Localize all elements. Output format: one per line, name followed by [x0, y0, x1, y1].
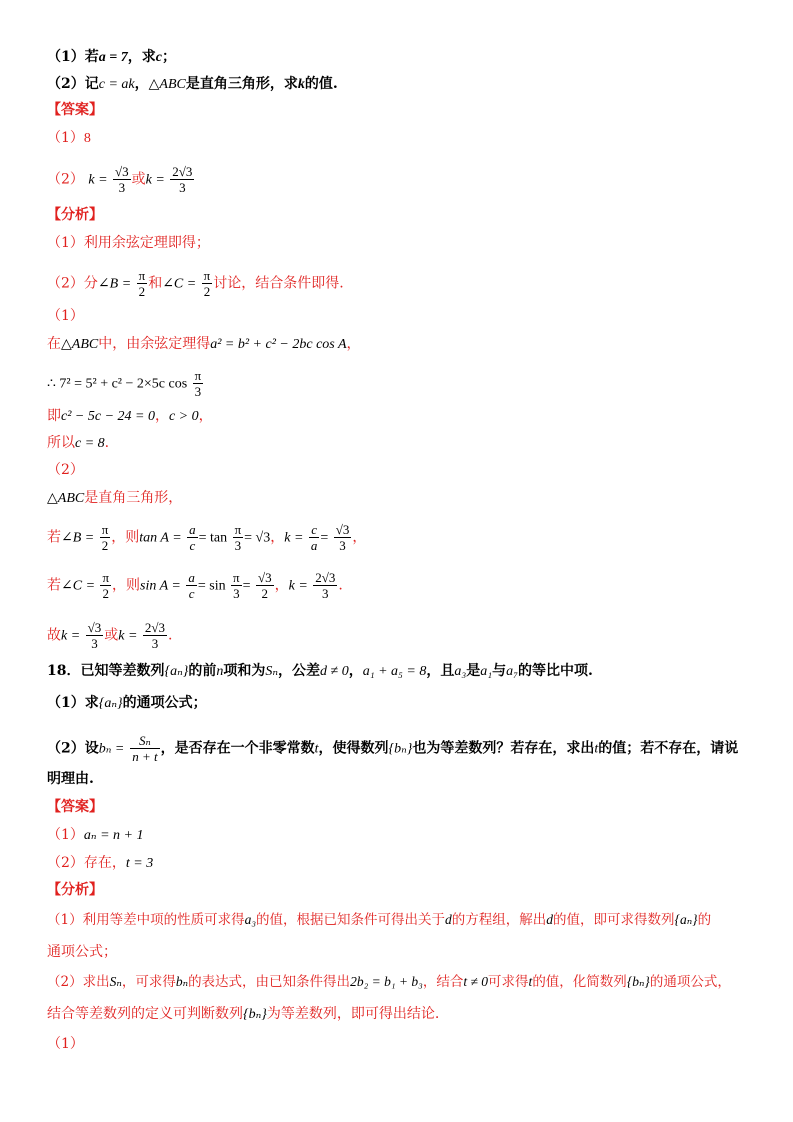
numerator: 2√3 [172, 164, 193, 179]
solution1-label: （1） [47, 308, 84, 324]
math: bₙ = [98, 741, 125, 757]
text: 的值，即可求得数列 [553, 912, 675, 928]
text: ，则 [112, 577, 141, 594]
math: c² − 5c − 24 = 0 [61, 409, 155, 424]
math: c = ak [98, 77, 135, 92]
text: ，是否存在一个非零常数 [160, 740, 315, 757]
part-label: （1） [47, 130, 84, 146]
math: d ≠ 0 [320, 664, 349, 679]
math: n [216, 664, 224, 679]
numerator: √3 [257, 570, 272, 585]
denominator: n + t [132, 749, 158, 764]
q18-analysis2-continued [47, 1004, 439, 1025]
text: ，公差 [278, 663, 321, 679]
text: 在 [47, 336, 61, 352]
text: ， [348, 663, 363, 679]
q18-part2 [47, 733, 738, 764]
numerator: 2√3 [315, 570, 336, 585]
text: 是 [466, 663, 481, 679]
solution1-line2 [47, 368, 204, 399]
text: 是直角三角形， [84, 490, 183, 506]
math: k [297, 77, 305, 92]
math: = tan [198, 530, 228, 546]
text: （2）分 [47, 275, 98, 292]
numerator: √3 [115, 164, 129, 179]
q18-analysis1 [47, 910, 711, 930]
math: ∠C = [162, 276, 197, 292]
solution1-line1 [47, 334, 361, 355]
fraction [187, 522, 198, 553]
text: 的通项公式； [122, 695, 207, 711]
math: k = [88, 172, 108, 188]
math: a = 7 [98, 50, 128, 65]
text: 若 [84, 49, 99, 65]
math: {aₙ} [164, 664, 189, 679]
numerator: π [101, 522, 109, 537]
q18-solution1-label: （1） [47, 1036, 84, 1052]
numerator: Sₙ [130, 733, 159, 749]
denominator: 2 [102, 586, 109, 601]
text: 求 [84, 695, 99, 711]
math: a₃ [454, 664, 467, 679]
math: t [528, 974, 533, 989]
fraction [313, 570, 337, 601]
text: ，结合 [422, 974, 464, 990]
fraction [334, 522, 352, 553]
text: 为等差数列，即可得出结论. [266, 1006, 440, 1022]
text: 的 [697, 912, 712, 928]
denominator: 3 [91, 636, 98, 651]
text: 的值，根据已知条件可得出关于 [256, 912, 446, 928]
denominator: 3 [234, 538, 242, 553]
fraction [86, 620, 104, 651]
math: ∠C = [61, 578, 96, 594]
solution2-line4 [47, 620, 172, 651]
math: a² = b² + c² − 2bc cos A [210, 337, 347, 352]
fraction [202, 268, 213, 299]
part-label: （2） [47, 76, 85, 92]
math: Sₙ [265, 664, 279, 679]
fraction [100, 522, 111, 553]
q18-part1 [47, 693, 207, 714]
denominator: 2 [261, 586, 269, 601]
denominator: a [310, 538, 318, 553]
q17-answer1 [47, 128, 91, 149]
solution2-line3 [47, 570, 343, 601]
text: 的值. [304, 76, 338, 92]
fraction [233, 522, 244, 553]
solution2-label: （2） [47, 462, 84, 478]
math: {bₙ} [243, 1007, 267, 1022]
numerator: a [189, 522, 196, 537]
math: 8 [83, 131, 91, 146]
question-number: 18． [47, 663, 81, 679]
math: t = 3 [125, 856, 154, 871]
fraction [143, 620, 167, 651]
math: c [155, 50, 162, 65]
text: 的值；若不存在，请说 [598, 740, 739, 757]
math: t [314, 741, 319, 757]
fraction [256, 570, 274, 601]
math: {aₙ} [674, 912, 698, 927]
q18-answer2 [47, 853, 153, 874]
text: 故 [47, 627, 61, 644]
numerator: √3 [87, 620, 102, 635]
solution1-line3 [47, 406, 213, 427]
math: {bₙ} [388, 741, 413, 757]
fraction [130, 733, 159, 764]
q17-answer2 [47, 164, 195, 195]
text: ， [198, 408, 213, 424]
text: 的等比中项. [518, 663, 593, 679]
math: △ABC [148, 77, 186, 92]
text: ， [346, 336, 361, 352]
math: k = [145, 172, 165, 188]
text: ，则 [111, 529, 140, 546]
text: ， [154, 408, 169, 424]
q17-analysis2 [47, 268, 344, 299]
q18-analysis1-continued: 通项公式； [47, 944, 117, 960]
math: t ≠ 0 [463, 974, 489, 989]
fraction [231, 570, 242, 601]
fraction [100, 570, 111, 601]
text: 所以 [47, 435, 75, 451]
math: a₁ [480, 664, 493, 679]
text: 的表达式，由已知条件得出 [188, 974, 351, 990]
denominator: 2 [203, 284, 211, 299]
text: 或 [104, 627, 119, 644]
text: （1）利用等差中项的性质可求得 [47, 912, 245, 928]
text: 若 [47, 577, 61, 594]
text: 与 [492, 663, 507, 679]
numerator: c [309, 522, 320, 538]
math: Sₙ [109, 974, 122, 989]
text: 结合等差数列的定义可判断数列 [47, 1006, 243, 1022]
text: 若 [47, 529, 61, 546]
denominator: 3 [339, 538, 346, 553]
denominator: 3 [118, 180, 126, 195]
analysis-tag: 【分析】 [47, 207, 103, 223]
text: 和 [148, 275, 163, 292]
answer-tag: 【答案】 [47, 799, 103, 815]
text: 即 [47, 408, 61, 424]
math: {aₙ} [98, 696, 123, 711]
math: k = [61, 628, 81, 644]
numerator: √3 [335, 522, 350, 537]
part-label: （1） [47, 695, 85, 711]
math: k = [288, 578, 308, 594]
text: . [104, 435, 110, 451]
q17-analysis1: （1）利用余弦定理即得； [47, 235, 210, 251]
text: 也为等差数列？若存在，求出 [412, 740, 595, 757]
math: a₇ [506, 664, 518, 679]
denominator: 2 [138, 284, 146, 299]
text: 可求得 [488, 974, 529, 990]
math: = sin [197, 578, 226, 594]
fraction [113, 164, 131, 195]
text: 讨论，结合条件即得. [213, 275, 344, 292]
math: △ABC [61, 337, 99, 352]
part-label: （2） [47, 855, 84, 871]
numerator: π [102, 570, 110, 585]
part-label: （2） [47, 740, 85, 757]
fraction [193, 368, 204, 399]
text: ，使得数列 [318, 740, 389, 757]
text: 项和为 [223, 663, 266, 679]
text: 记 [84, 76, 99, 92]
numerator: π [203, 268, 211, 283]
math: bₙ [175, 974, 189, 989]
denominator: 3 [233, 586, 240, 601]
text: 的通项公式， [649, 974, 731, 990]
math: = √3 [244, 530, 271, 546]
part-label: （1） [47, 827, 84, 843]
text: 的值，化简数列 [532, 974, 627, 990]
math: aₙ = n + 1 [83, 828, 144, 843]
denominator: c [189, 538, 196, 553]
q17-part2 [47, 74, 338, 95]
math: ∠B = [61, 530, 95, 546]
numerator: 2√3 [144, 620, 166, 635]
q18-answer1 [47, 825, 144, 846]
denominator: 3 [194, 384, 202, 399]
denominator: c [188, 586, 195, 601]
text: 存在， [83, 855, 126, 871]
denominator: 3 [179, 180, 186, 195]
text: . [338, 577, 343, 594]
numerator: π [234, 522, 242, 537]
q17-part1 [47, 47, 176, 68]
math: △ABC [47, 491, 85, 506]
math: sin A = [140, 578, 181, 594]
part-label: （1） [47, 49, 85, 65]
math: a₃ [244, 912, 257, 927]
answer-tag: 【答案】 [47, 102, 103, 118]
text: ， [270, 529, 285, 546]
denominator: 2 [101, 538, 109, 553]
q18-analysis2 [47, 972, 731, 992]
math: ∠B = [97, 276, 132, 292]
fraction [309, 522, 320, 553]
math: c > 0 [168, 409, 199, 424]
part-label: （2） [47, 171, 84, 188]
math: ∴ 7² = 5² + c² − 2×5c cos [47, 376, 188, 392]
text: ， [274, 577, 289, 594]
text: ， [134, 76, 149, 92]
math: = [242, 578, 251, 594]
text: （2）求出 [47, 974, 110, 990]
text: 的方程组，解出 [451, 912, 547, 928]
text: . [168, 627, 173, 644]
math: k = [118, 628, 138, 644]
math: d [546, 912, 554, 927]
numerator: π [194, 368, 202, 383]
denominator: 3 [322, 586, 329, 601]
math: d [445, 912, 452, 927]
solution1-line4 [47, 433, 109, 454]
fraction [186, 570, 197, 601]
text: ， [352, 529, 367, 546]
fraction [137, 268, 148, 299]
text: 中，由余弦定理得 [98, 336, 211, 352]
text: 或 [131, 171, 146, 188]
text: ，且 [426, 663, 455, 679]
numerator: π [138, 268, 146, 283]
math: c = 8 [75, 436, 105, 451]
math: 2b₂ = b₁ + b₃ [350, 974, 423, 989]
text: 是直角三角形，求 [185, 76, 298, 92]
solution2-line1 [47, 488, 182, 509]
text: ； [161, 49, 176, 65]
text: 已知等差数列 [80, 663, 165, 679]
math: = [320, 530, 329, 546]
text: ，可求得 [121, 974, 176, 990]
math: t [594, 741, 599, 757]
solution2-line2 [47, 522, 366, 553]
analysis-tag: 【分析】 [47, 882, 103, 898]
text: 的前 [188, 663, 217, 679]
text: 设 [84, 740, 99, 757]
math: {bₙ} [626, 974, 650, 989]
q18-part2-continued: 明理由. [47, 771, 94, 787]
fraction [170, 164, 194, 195]
math: a₁ + a₅ = 8 [362, 664, 427, 679]
numerator: a [188, 570, 195, 585]
numerator: π [233, 570, 240, 585]
q18-stem [47, 661, 593, 682]
text: ，求 [127, 49, 156, 65]
denominator: 3 [151, 636, 159, 651]
math: tan A = [139, 530, 182, 546]
math: k = [284, 530, 304, 546]
